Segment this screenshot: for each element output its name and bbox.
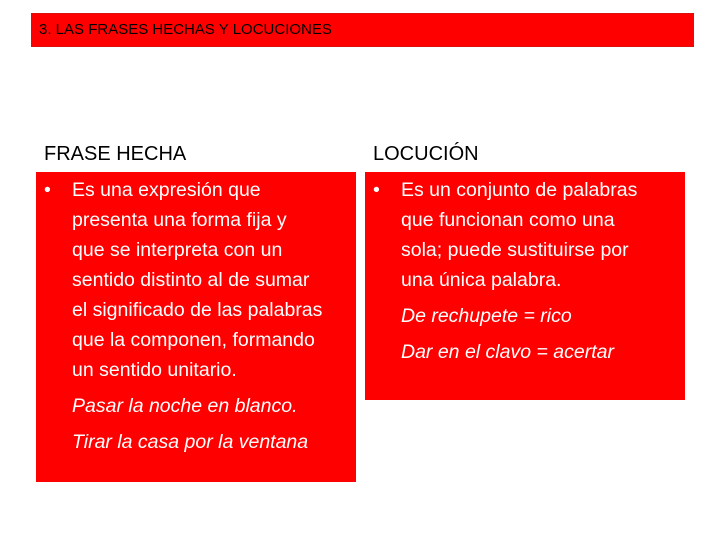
definition-line: una única palabra.	[401, 269, 562, 291]
frase-hecha-heading: FRASE HECHA	[44, 143, 187, 165]
slide-title: 3. LAS FRASES HECHAS Y LOCUCIONES	[31, 13, 694, 47]
bullet-icon: •	[373, 179, 380, 201]
definition-line: un sentido unitario.	[72, 359, 237, 381]
definition-line: que se interpreta con un	[72, 239, 283, 261]
locucion-example: Dar en el clavo = acertar	[401, 341, 614, 363]
definition-line: Es una expresión que	[72, 179, 261, 201]
bullet-icon: •	[44, 179, 51, 201]
definition-line: sentido distinto al de sumar	[72, 269, 310, 291]
frase-hecha-box	[36, 172, 356, 482]
definition-line: que la componen, formando	[72, 329, 315, 351]
definition-line: el significado de las palabras	[72, 299, 323, 321]
frase-hecha-example: Pasar la noche en blanco.	[72, 395, 298, 417]
locucion-example: De rechupete = rico	[401, 305, 572, 327]
locucion-heading: LOCUCIÓN	[373, 143, 479, 165]
definition-line: Es un conjunto de palabras	[401, 179, 638, 201]
frase-hecha-example: Tirar la casa por la ventana	[72, 431, 309, 453]
locucion-definition	[365, 172, 685, 295]
frase-hecha-definition	[36, 172, 356, 385]
definition-line: sola; puede sustituirse por	[401, 239, 629, 261]
definition-line: que funcionan como una	[401, 209, 615, 231]
definition-line: presenta una forma fija y	[72, 209, 287, 231]
locucion-box	[365, 172, 685, 400]
